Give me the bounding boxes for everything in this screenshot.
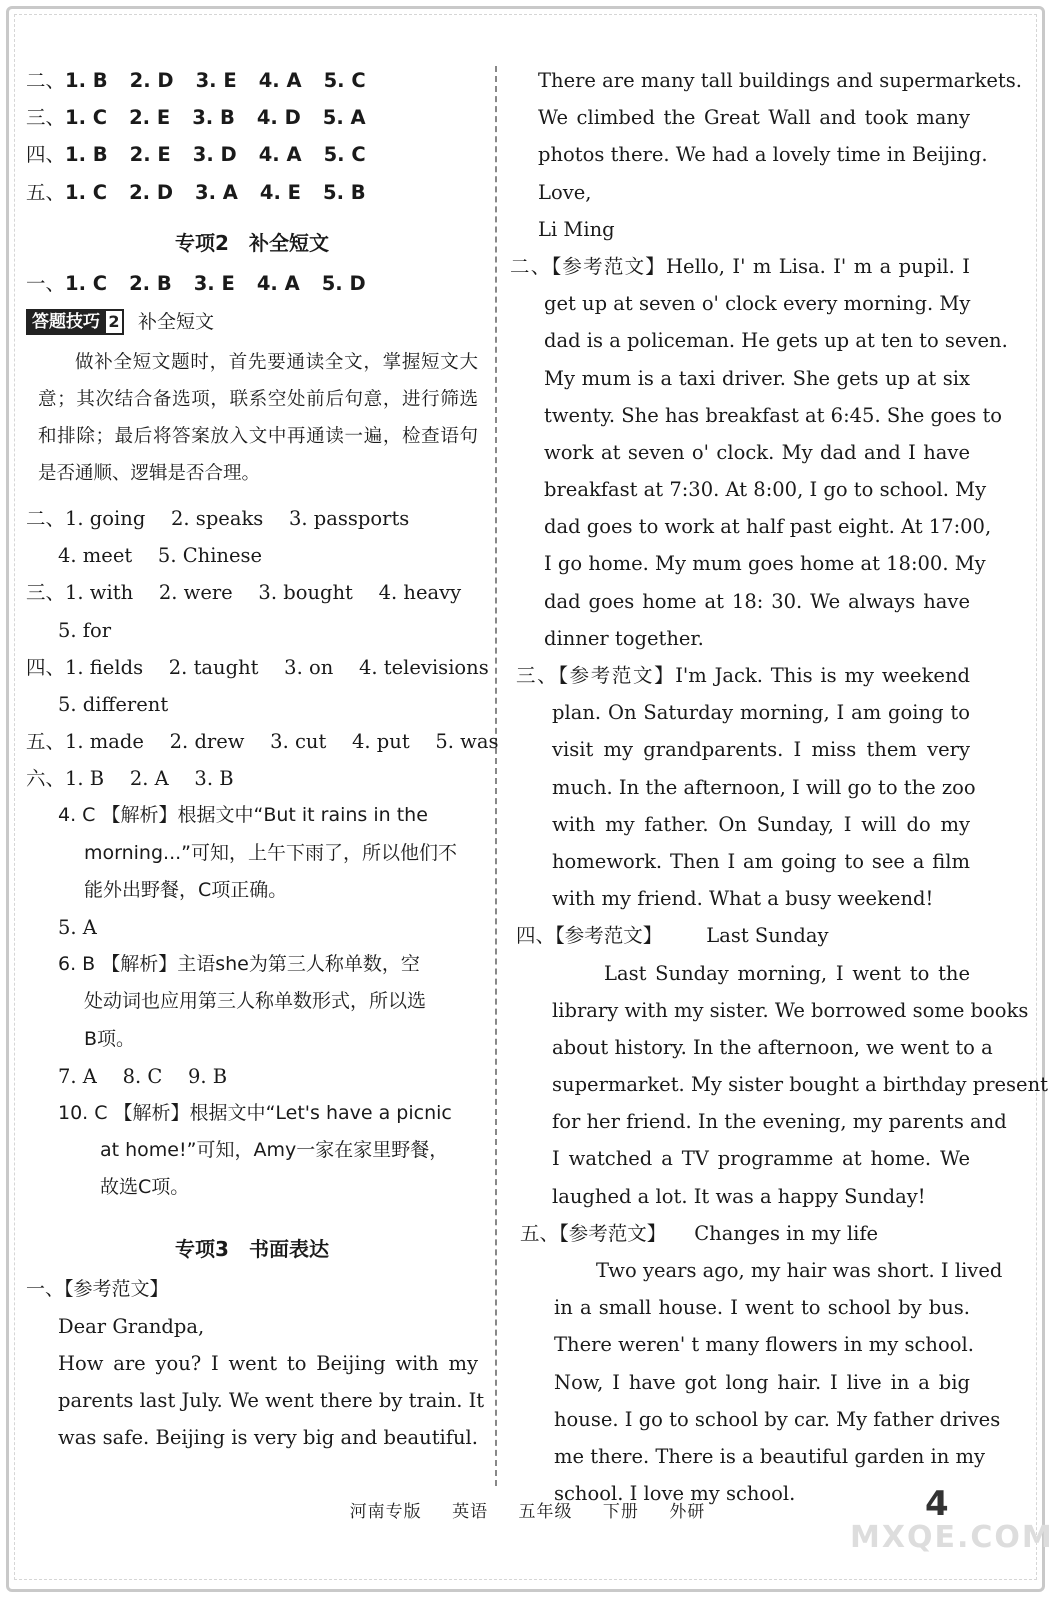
answer-line: 三、1. with 2. were 3. bought 4. heavy bbox=[26, 581, 462, 605]
answer-line: 四、1. fields 2. taught 3. on 4. televisions bbox=[26, 655, 489, 679]
essay-4-title: Last Sunday bbox=[706, 924, 829, 948]
fill-answers bbox=[26, 500, 499, 798]
answer-line: 5. for bbox=[58, 618, 112, 642]
question-10-explanation: 10. C 【解析】根据文中“Let's have a picnic at home!”可知，Amy一家在家里野餐， 故选C项。 bbox=[58, 1101, 452, 1199]
tip-badge-number: 2 bbox=[104, 309, 124, 335]
essay-4: 四、【参考范文】 Last Sunday Last Sunday morning, I went to the library with my sister. We borrowed some books about history. In the afternoon, we went to a supermarket. My sister bought a birthday present for her friend. In the evening, my parents and I watched a TV programme at home. We laughed a lot. It was a happy Sunday! bbox=[516, 924, 1048, 1208]
answer-line: 五、1. made 2. drew 3. cut 4. put 5. was bbox=[26, 730, 499, 754]
answers-top bbox=[26, 62, 478, 211]
essay-3: 三、【参考范文】I'm Jack. This is my weekend plan. On Saturday morning, I am going to visit my grandparents. I miss them very much. In the afternoon, I will go to the zoo with my father. On Sunday, I will do my homework. Then I am going to see a film with my friend. What a busy weekend! bbox=[516, 664, 976, 911]
letter-part1: Dear Grandpa, How are you? I went to Beijing with my parents last July. We went there by train. It was safe. Beijing is very big and beautiful. bbox=[58, 1314, 485, 1450]
section3-title: 专项3 书面表达 bbox=[175, 1236, 329, 1261]
answer-row: 二、1. B 2. D 3. E 4. A 5. C bbox=[26, 69, 366, 92]
watermark: MXQE.COM bbox=[850, 1520, 1054, 1555]
column-divider bbox=[495, 66, 497, 1486]
answer-row: 三、1. C 2. E 3. B 4. D 5. A bbox=[26, 106, 366, 130]
essay-5-title: Changes in my life bbox=[694, 1221, 879, 1245]
answer-row: 四、1. B 2. E 3. D 4. A 5. C bbox=[26, 143, 366, 167]
page-footer: 河南专版 英语 五年级 下册 外研 bbox=[349, 1502, 706, 1522]
tip-title: 补全短文 bbox=[138, 310, 215, 333]
right-column bbox=[510, 62, 1048, 1512]
letter-part2: There are many tall buildings and supermarkets. We climbed the Great Wall and took many photos there. We had a lovely time in Beijing. Love, Li Ming bbox=[538, 69, 1022, 241]
answer-row: 五、1. C 2. D 3. A 4. E 5. B bbox=[26, 180, 366, 204]
question-6-explanation: 6. B 【解析】主语she为第三人称单数，空 处动词也应用第三人称单数形式，所以选 B项。 bbox=[58, 953, 427, 1050]
answer-row: 一、1. C 2. B 3. E 4. A 5. D bbox=[26, 271, 366, 295]
answer-line: 4. meet 5. Chinese bbox=[58, 544, 263, 568]
tip-badge: 答题技巧 bbox=[26, 309, 106, 335]
tip-body: 做补全短文题时，首先要通读全文，掌握短文大意；其次结合备选项，联系空处前后句意，进行筛选和排除；最后将答案放入文中再通读一遍，检查语句是否通顺、逻辑是否合理。 bbox=[38, 351, 478, 484]
page-number: 4 bbox=[925, 1484, 949, 1524]
left-column bbox=[26, 62, 499, 1456]
essay-2: 二、【参考范文】Hello, I' m Lisa. I' m a pupil. I get up at seven o' clock every morning. My dad is a policeman. He gets up at ten to seven. My mum is a taxi driver. She gets up at six twenty. She has breakfast at 6:45. She goes to work at seven o' clock. My dad and I have breakfast at 7:30. At 8:00, I go to school. My dad goes to work at half past eight. At 17:00, I go home. My mum goes home at 18:00. My dad goes home at 18: 30. We always have dinner together. bbox=[510, 254, 1008, 650]
essay-5: 五、【参考范文】 Changes in my life Two years ago, my hair was short. I lived in a small house. I went to school by bus. There weren' t many flowers in my school. Now, I have got long hair. I live in a big house. I go to school by car. My father drives me there. There is a beautiful garden in my school. I love my school. bbox=[520, 1221, 1003, 1506]
question-4-explanation: 4. C 【解析】根据文中“But it rains in the morning...”可知，上午下雨了，所以他们不 能外出野餐，C项正确。 bbox=[58, 804, 457, 901]
question-5-answer: 5. A bbox=[58, 916, 97, 939]
tip-heading bbox=[26, 302, 478, 342]
answer-line: 5. different bbox=[58, 692, 169, 716]
answer-line: 六、1. B 2. A 3. B bbox=[26, 767, 234, 791]
section2-title: 专项2 补全短文 bbox=[175, 230, 329, 255]
questions-7-9-answers: 7. A 8. C 9. B bbox=[58, 1064, 228, 1088]
answer-line: 二、1. going 2. speaks 3. passports bbox=[26, 506, 410, 530]
section3-label: 一、【参考范文】 bbox=[26, 1277, 169, 1300]
